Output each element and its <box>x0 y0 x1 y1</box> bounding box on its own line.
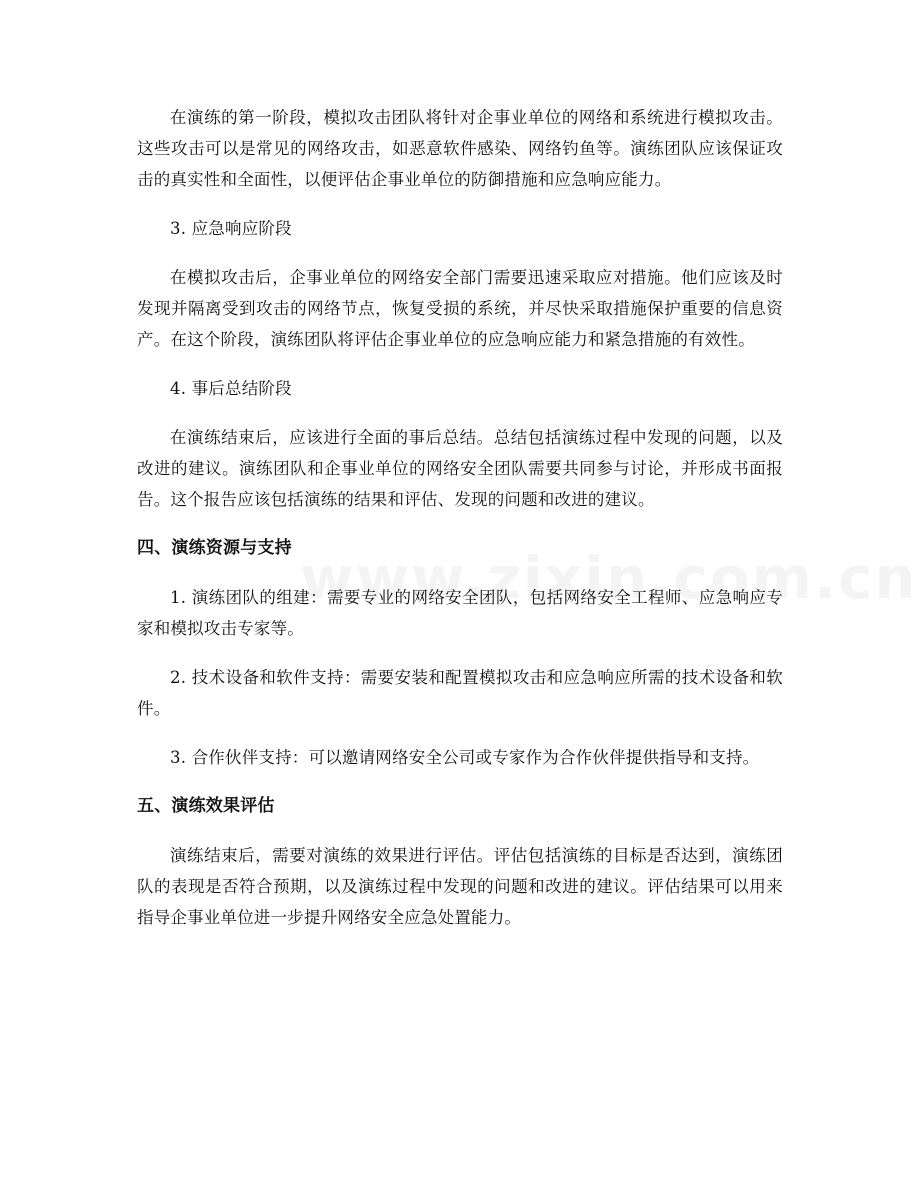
list-item-partners: 3. 合作伙伴支持：可以邀请网络安全公司或专家作为合作伙伴提供指导和支持。 <box>170 748 760 767</box>
paragraph-emergency-response: 在模拟攻击后，企事业单位的网络安全部门需要迅速采取应对措施。他们应该及时发现并隔离受到攻击的网络节点，恢复受损的系统，并尽快采取措施保护重要的信息资产。在这个阶段，演练团队将评估企事业单位的应急响应能力和紧急措施的有效性。 <box>137 268 783 349</box>
list-item-team: 1. 演练团队的组建：需要专业的网络安全团队，包括网络安全工程师、应急响应专家和模拟攻击专家等。 <box>137 588 783 638</box>
section-heading-evaluation: 五、演练效果评估 <box>137 796 275 816</box>
paragraph-evaluation: 演练结束后，需要对演练的效果进行评估。评估包括演练的目标是否达到，演练团队的表现是否符合预期，以及演练过程中发现的问题和改进的建议。评估结果可以用来指导企事业单位进一步提升网络安全应急处置能力。 <box>137 846 783 927</box>
paragraph-phase-one: 在演练的第一阶段，模拟攻击团队将针对企事业单位的网络和系统进行模拟攻击。这些攻击可以是常见的网络攻击，如恶意软件感染、网络钓鱼等。演练团队应该保证攻击的真实性和全面性，以便评估企事业单位的防御措施和应急响应能力。 <box>137 108 783 189</box>
document-body <box>137 102 783 951</box>
section-heading-resources: 四、演练资源与支持 <box>137 538 292 558</box>
list-item-equipment: 2. 技术设备和软件支持：需要安装和配置模拟攻击和应急响应所需的技术设备和软件。 <box>137 668 783 718</box>
subheading-post-summary: 4. 事后总结阶段 <box>170 379 292 398</box>
subheading-emergency-response: 3. 应急响应阶段 <box>170 219 292 238</box>
paragraph-post-summary: 在演练结束后，应该进行全面的事后总结。总结包括演练过程中发现的问题，以及改进的建议。演练团队和企事业单位的网络安全团队需要共同参与讨论，并形成书面报告。这个报告应该包括演练的结果和评估、发现的问题和改进的建议。 <box>137 428 783 509</box>
